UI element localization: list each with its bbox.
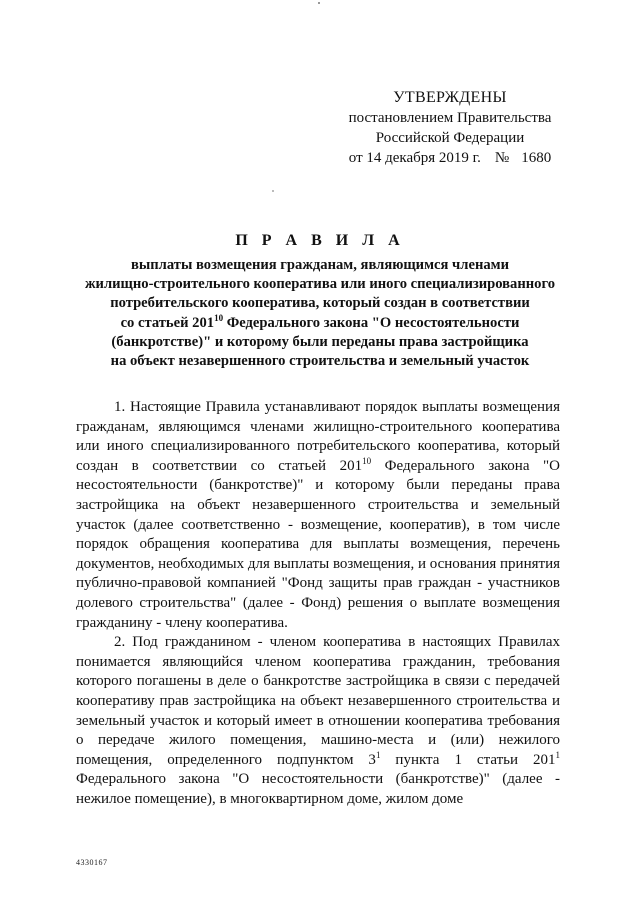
- paragraph-text: Федерального закона "О несостоятельности (банкротстве)" и которому были переданы права застройщика на объект незавершенного строительства и земельный участок (далее соответственно - возмещение, кооператив), в том числе порядок обращения кооператива для выплаты возмещения, перечень документов, необходимых для выплаты возмещения, и основания принятия публично-правовой компанией "Фонд защиты прав граждан - участников долевого строительства" (далее - Фонд) решения о выплате возмещения гражданину - члену кооператива.: [76, 457, 560, 631]
- subtitle-line: жилищно-строительного кооператива или иного специализированного: [84, 276, 556, 293]
- scan-dot: [272, 190, 274, 192]
- paragraph-2: [76, 633, 560, 809]
- footer-code: 4330167: [76, 858, 108, 867]
- document-body: [76, 398, 560, 809]
- superscript: 1: [375, 749, 381, 760]
- document-subtitle: [70, 256, 570, 371]
- approval-number: 1680: [521, 150, 552, 166]
- paragraph-text: 1. Настоящие Правила устанавливают порядок выплаты возмещения гражданам, являющимся членами жилищно-строительного кооператива или иного специализированного потребительского кооператива, который создан в соответствии со статьей 201: [76, 399, 560, 474]
- number-sign: №: [494, 150, 510, 166]
- approval-date: от 14 декабря 2019 г.: [348, 150, 481, 166]
- subtitle-line: на объект незавершенного строительства и земельный участок: [110, 353, 530, 370]
- paragraph-text: пункта 1 статьи 201: [380, 751, 556, 768]
- subtitle-line: потребительского кооператива, который создан в соответствии: [110, 295, 530, 312]
- subtitle-line: [70, 314, 570, 333]
- approval-date-line: [320, 148, 580, 168]
- subtitle-fragment: Федерального закона "О несостоятельности: [223, 314, 520, 331]
- paragraph-1: [76, 398, 560, 633]
- page-mark: [318, 2, 320, 4]
- approved-label: УТВЕРЖДЕНЫ: [393, 89, 507, 106]
- approval-line-1: постановлением Правительства: [348, 110, 552, 126]
- paragraph-text: 2. Под гражданином - членом кооператива в настоящих Правилах понимается являющийся членом кооператива гражданин, требования которого погашены в деле о банкротстве застройщика в связи с передачей кооперативу прав застройщика на объект незавершенного строительства и земельный участок и который имеет в отношении кооператива требования о передаче жилого помещения, машино-места и (или) нежилого помещения, определенного подпунктом 3: [76, 634, 560, 768]
- superscript: 1: [555, 749, 560, 760]
- approval-block: [320, 88, 580, 168]
- subtitle-line: выплаты возмещения гражданам, являющимся членами: [130, 257, 510, 273]
- approval-line-2: Российской Федерации: [375, 130, 525, 146]
- subtitle-line: (банкротстве)" и которому были переданы права застройщика: [111, 333, 529, 350]
- paragraph-text: Федерального закона "О несостоятельности (банкротстве)" (далее - нежилое помещение), в многоквартирном доме, жилом доме: [76, 771, 560, 807]
- subtitle-fragment: со статьей 201: [120, 314, 215, 331]
- document-title: П Р А В И Л А: [235, 232, 405, 249]
- superscript: 10: [362, 455, 372, 466]
- subtitle-superscript: 10: [214, 312, 224, 323]
